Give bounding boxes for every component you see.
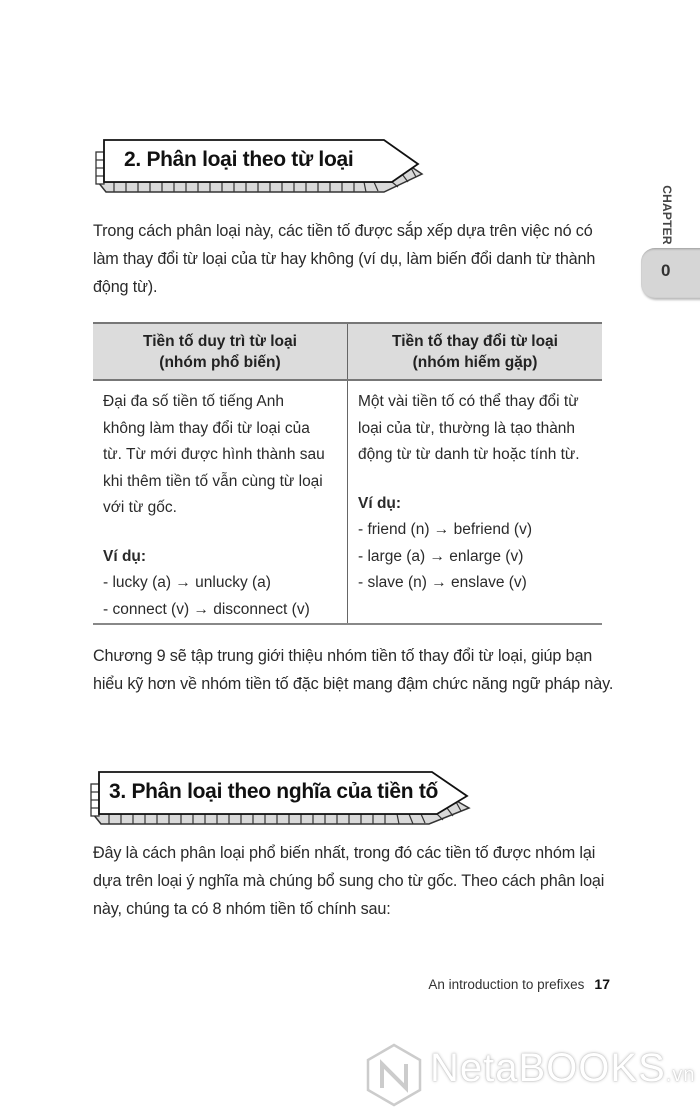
example-item: - large (a) → enlarge (v) [358, 547, 524, 565]
page-footer [400, 976, 610, 992]
cell-line: Một vài tiền tố có thể thay đổi từ [358, 393, 579, 410]
chapter-number: 0 [661, 261, 671, 280]
header-line: Tiền tố thay đổi từ loại [392, 332, 558, 350]
text-line: làm thay đổi từ loại của từ hay không (ví dụ, làm biến đổi danh từ thành [93, 250, 596, 268]
table-cell-change [348, 380, 603, 624]
example-item: - friend (n) → befriend (v) [358, 521, 532, 538]
chapter9-paragraph [93, 642, 614, 698]
text-line: Đây là cách phân loại phổ biến nhất, trong đó các tiền tố được nhóm lại [93, 844, 596, 862]
watermark-text: NetaBOOKS.vn [430, 1046, 696, 1090]
intro-paragraph [93, 217, 608, 301]
text-line: Trong cách phân loại này, các tiền tố được sắp xếp dựa trên việc nó có [93, 222, 593, 240]
watermark-suffix: vn [672, 1064, 696, 1086]
text-line: hiểu kỹ hơn về nhóm tiền tố đặc biệt mang đậm chức năng ngữ pháp này. [93, 675, 614, 693]
section-banner-2 [92, 136, 432, 201]
section-banner-3 [87, 768, 477, 833]
example-item: - connect (v) → disconnect (v) [103, 600, 310, 618]
header-line: (nhóm hiếm gặp) [412, 353, 538, 371]
text-line: dựa trên loại ý nghĩa mà chúng bổ sung cho từ gốc. Theo cách phân loại [93, 872, 605, 890]
text-line: này, chúng ta có 8 nhóm tiền tố chính sau: [93, 900, 391, 918]
section-title-2: 2. Phân loại theo từ loại [124, 148, 354, 171]
watermark-brand: NetaBOOKS [430, 1046, 666, 1090]
header-line: (nhóm phổ biến) [159, 353, 281, 371]
table-header-change [348, 323, 603, 380]
cell-line: động từ từ danh từ hoặc tính từ. [358, 446, 580, 463]
chapter-label [652, 186, 682, 244]
cell-line: Đại đa số tiền tố tiếng Anh [103, 393, 284, 410]
cell-line: từ. Từ mới được hình thành sau [103, 446, 325, 463]
text-line: Chương 9 sẽ tập trung giới thiệu nhóm tiền tố thay đổi từ loại, giúp bạn [93, 647, 593, 665]
section-title-3: 3. Phân loại theo nghĩa của tiền tố [109, 780, 439, 803]
example-label: Ví dụ: [103, 547, 147, 565]
cell-line: với từ gốc. [103, 499, 177, 516]
page-number: 17 [594, 976, 610, 992]
example-item: - slave (n) → enslave (v) [358, 574, 527, 591]
footer-title: An introduction to prefixes [428, 977, 585, 992]
example-item: - lucky (a) → unlucky (a) [103, 574, 271, 591]
text-line: động từ). [93, 278, 158, 296]
watermark [362, 1040, 696, 1110]
cell-line: không làm thay đổi từ loại của [103, 419, 310, 437]
chapter-tab [641, 248, 700, 298]
example-label: Ví dụ: [358, 494, 402, 512]
chapter-label-text: CHAPTER [660, 185, 674, 245]
hexagon-n-logo-icon [364, 1042, 424, 1108]
cell-line: khi thêm tiền tố vẫn cùng từ loại [103, 472, 323, 490]
cell-line: loại của từ, thường là tạo thành [358, 419, 576, 437]
word-class-table [93, 322, 602, 625]
meaning-paragraph [93, 839, 608, 923]
header-line: Tiền tố duy trì từ loại [143, 332, 297, 350]
table-row [93, 380, 602, 624]
table-header-maintain [93, 323, 348, 380]
table-cell-maintain [93, 380, 348, 624]
